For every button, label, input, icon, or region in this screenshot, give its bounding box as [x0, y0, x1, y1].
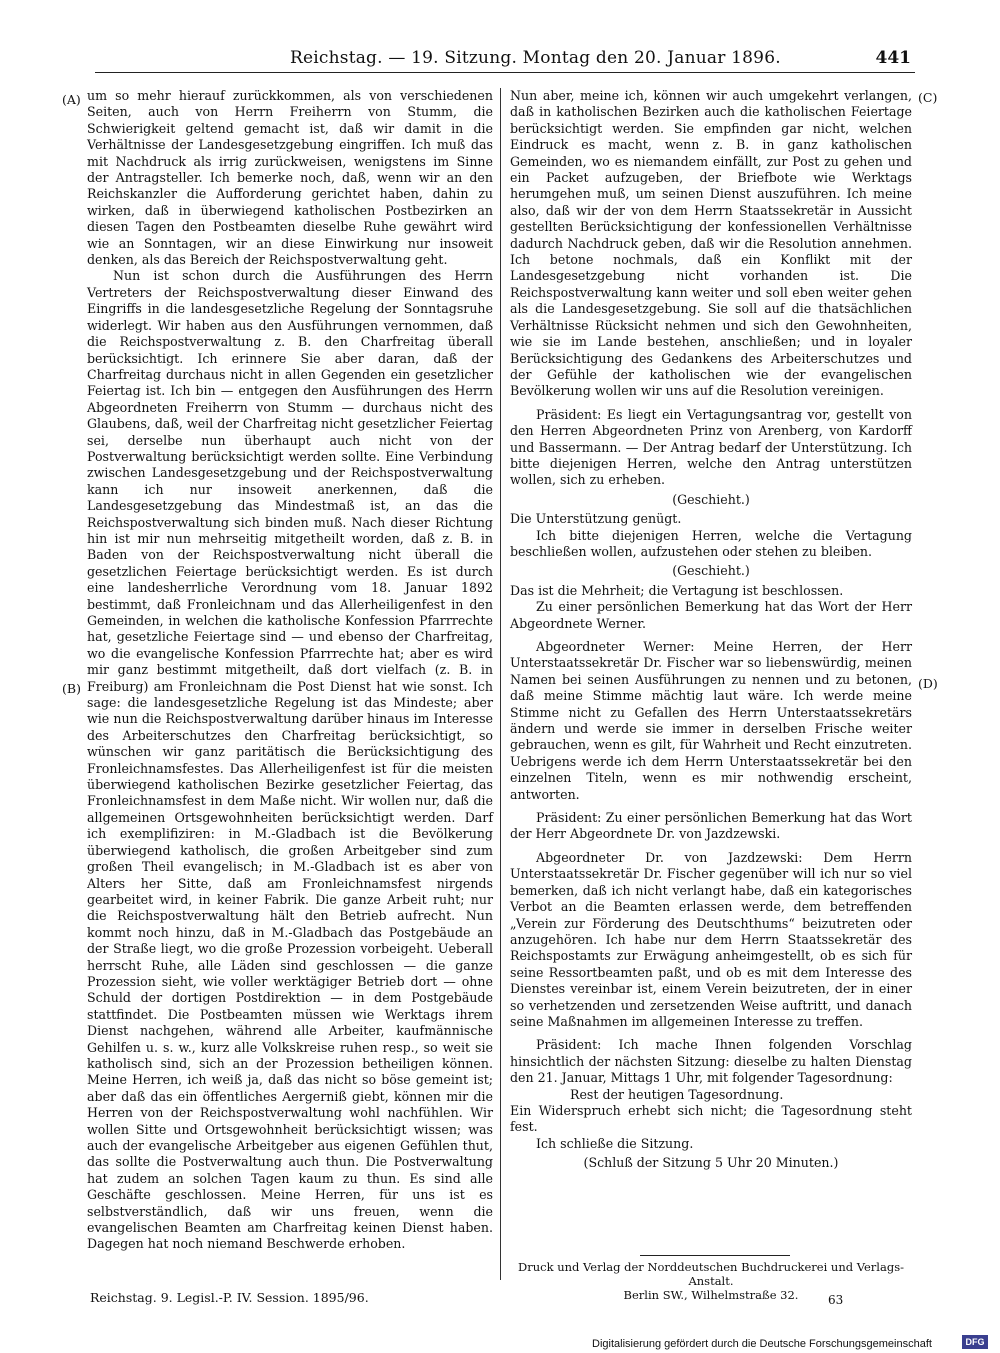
right-column: [510, 88, 912, 1175]
paragraph: Ich bitte diejenigen Herren, welche die Vertagung beschließen wollen, aufzustehen oder stehen zu bleiben.: [510, 527, 912, 559]
paragraph: Abgeordneter Werner: Meine Herren, der Herr Unterstaatssekretär Dr. Fischer war so liebenswürdig, meinen Namen bei seinen Ausführungen zu nennen und zu betonen, daß meine Stimme mächtig laut wäre. Ich werde meine Stimme nicht zu Gefallen des Herrn Unterstaatssekretärs ändern und werde sie immer in derselben Frische weiter gebrauchen, wenn es gilt, für Wahrheit und Recht einzutreten. Uebrigens werde ich dem Herrn Unterstaatssekretär bei den einzelnen Titeln, wenn es mir nothwendig erscheint, antworten.: [510, 639, 912, 802]
imprint-line-1: Druck und Verlag der Norddeutschen Buchdruckerei und Verlags-Anstalt.: [518, 1260, 904, 1288]
margin-marker-d: (D): [918, 676, 938, 691]
paragraph: Präsident: Es liegt ein Vertagungsantrag vor, gestellt von den Herren Abgeordneten Prinz von Arenberg, von Kardorff und Bassermann. — Der Antrag bedarf der Unterstützung. Ich bitte diejenigen Herren, welche den Antrag unterstützen wollen, sich zu erheben.: [510, 406, 912, 488]
paragraph: Abgeordneter Dr. von Jazdzewski: Dem Herrn Unterstaatssekretär Dr. Fischer gegenüber will ich nur so viel bemerken, daß ich nicht verlangt habe, daß ein kategorisches Verbot an die Beamten erlassen werde, dem betreffenden „Verein zur Förderung des Deutschthums“ beizutreten oder anzugehören. Ich habe nur dem Herrn Staatssekretär des Reichspostamts zur Erwägung anheimgestellt, ob es sich für seine Ressortbeamten paßt, und ob es mit dem Interesse des Dienstes vereinbar ist, einem Verein beizutreten, der in einer so verhetzenden und zersetzenden Weise auftritt, und danach seine Maßnahmen im allgemeinen Interesse zu treffen.: [510, 849, 912, 1029]
agenda-item: Rest der heutigen Tagesordnung.: [570, 1086, 784, 1102]
paragraph: um so mehr hierauf zurückkommen, als von verschiedenen Seiten, auch von Herrn Freiherrn von Stumm, die Schwierigkeit geltend gemacht ist, daß wir damit in die Verhältnisse der Landesgesetzgebung eingriffen. Ich muß das mit Nachdruck als irrig zurückweisen, wenigstens im Sinne der Antragsteller. Ich bemerke noch, daß, wenn wir an den Reichskanzler die Aufforderung gerichtet haben, dahin zu wirken, daß in überwiegend katholischen Postbezirken an diesen Tagen den Postbeamten dieselbe Ruhe gewährt wird wie an Sonntagen, wir an diese Einwirkung nur insoweit denken, als das Bereich der Reichspostverwaltung geht.: [87, 88, 493, 268]
digitization-note: Digitalisierung gefördert durch die Deutsche Forschungsgemeinschaft: [592, 1338, 932, 1350]
paragraph: Zu einer persönlichen Bemerkung hat das Wort der Herr Abgeordnete Werner.: [510, 599, 912, 631]
paragraph: Die Unterstützung genügt.: [510, 511, 682, 527]
column-divider: [500, 88, 501, 1280]
margin-marker-b: (B): [62, 681, 81, 696]
margin-marker-c: (C): [918, 90, 938, 105]
sheet-number: 63: [828, 1293, 844, 1307]
paragraph: Nun aber, meine ich, können wir auch umgekehrt verlangen, daß in katholischen Bezirken auch die katholischen Feiertage berücksichtigt werden. Sie empfinden gar nicht, welchen Eindruck es macht, wenn z. B. in ganz katholischen Gemeinden, wo es niemandem einfällt, zur Post zu gehen und ein Packet aufzugeben, der Briefbote wie Werktags herumgehen muß, um seinen Dienst auszuführen. Ich meine also, daß wir der von dem Herrn Staatssekretär in Aussicht gestellten Berücksichtigung der konfessionellen Verhältnisse dadurch Nachdruck geben, daß wir die Resolution annehmen. Ich betone nochmals, daß ein Konflikt mit der Landesgesetzgebung nicht vorhanden ist. Die Reichspostverwaltung kann weiter und soll eben weiter gehen als die Landesgesetzgebung. Sie soll auf die thatsächlichen Verhältnisse Rücksicht nehmen und sich den Gewohnheiten, wie sie im Lande bestehen, anschließen; und in loyaler Berücksichtigung des Gedankens des Arbeiterschutzes und der Gefühle der katholischen wie der evangelischen Bevölkerung wollen wir uns auf die Resolution vereinigen.: [510, 88, 912, 399]
closing-note: (Schluß der Sitzung 5 Uhr 20 Minuten.): [583, 1155, 839, 1171]
imprint-line-2: Berlin SW., Wilhelmstraße 32.: [623, 1288, 799, 1302]
dfg-logo-icon: DFG: [962, 1335, 988, 1349]
running-head: Reichstag. — 19. Sitzung. Montag den 20. Januar 1896.: [290, 48, 781, 68]
margin-marker-a: (A): [62, 92, 81, 107]
page-header: [95, 44, 915, 73]
stage-direction: (Geschieht.): [672, 491, 750, 507]
imprint-rule: [640, 1255, 790, 1256]
paragraph: Das ist die Mehrheit; die Vertagung ist beschlossen.: [510, 582, 844, 598]
imprint: [510, 1260, 912, 1302]
paragraph: Präsident: Zu einer persönlichen Bemerkung hat das Wort der Herr Abgeordnete Dr. von Jazdzewski.: [510, 810, 912, 842]
paragraph: Präsident: Ich mache Ihnen folgenden Vorschlag hinsichtlich der nächsten Sitzung: dieselbe zu halten Dienstag den 21. Januar, Mittags 1 Uhr, mit folgender Tagesordnung:: [510, 1037, 912, 1086]
stage-direction: (Geschieht.): [672, 563, 750, 579]
footer-session-info: Reichstag. 9. Legisl.-P. IV. Session. 1895/96.: [90, 1290, 369, 1305]
left-column: [87, 88, 493, 1253]
paragraph: Ich schließe die Sitzung.: [536, 1135, 694, 1151]
page-number: 441: [875, 48, 911, 68]
paragraph: Ein Widerspruch erhebt sich nicht; die Tagesordnung steht fest.: [510, 1102, 912, 1135]
paragraph: Nun ist schon durch die Ausführungen des Herrn Vertreters der Reichspostverwaltung dieser Einwand des Eingriffs in die landesgesetzliche Regelung der Sonntagsruhe widerlegt. Wir haben aus den Ausführungen vernommen, daß die Reichspostverwaltung z. B. den Charfreitag überall berücksichtigt. Ich erinnere Sie aber daran, daß der Charfreitag durchaus nicht in allen Gegenden ein gesetzlicher Feiertag ist. Ich bin — entgegen den Ausführungen des Herrn Abgeordneten Freiherrn von Stumm — durchaus nicht des Glaubens, daß, weil der Charfreitag nicht gesetzlicher Feiertag sei, derselbe nun überhaupt auch nicht von der Postverwaltung berücksichtigt werden sollte. Eine Verbindung zwischen Landesgesetzgebung und der Reichspostverwaltung kann ich nur insoweit anerkennen, daß die Landesgesetzgebung das Mindestmaß ist, an das die Reichspostverwaltung sich binden muß. Nach dieser Richtung hin ist mir nun mehrseitig mitgetheilt worden, daß z. B. in Baden von der Reichspostverwaltung nicht überall die gesetzlichen Feiertage berücksichtigt werden. Es ist durch eine landesherrliche Verordnung vom 18. Januar 1892 bestimmt, daß Fronleichnam und das Allerheiligenfest in den Gemeinden, in welchen die katholische Konfession Pfarrrechte hat, gesetzliche Feiertage sind — und ebenso der Charfreitag, wo die evangelische Konfession Pfarrrechte hat; aber es wird mir ganz bestimmt mitgetheilt, daß dort vielfach (z. B. in Freiburg) am Fronleichnam die Post Dienst hat wie sonst. Ich sage: die landesgesetzliche Regelung ist das Mindeste; aber wie nun die Reichspostverwaltung darüber hinaus im Interesse des Arbeiterschutzes den Charfreitag berücksichtigt, so wünschen wir ganz paritätisch die Berücksichtigung des Fronleichnamsfestes. Das Allerheiligenfest ist für die meisten überwiegend katholischen Bezirke gesetzlicher Feiertag, das Fronleichnamsfest in dem Maße nicht. Wir wollen nur, daß die allgemeinen Ortsgewohnheiten berücksichtigt werden. Darf ich exemplifiziren: in M.-Gladbach ist die Bevölkerung überwiegend katholisch, die großen Arbeitgeber sind zum großen Theil evangelisch; in M.-Gladbach ist es aber von Alters her Sitte, daß am Fronleichnamsfest nirgends gearbeitet wird, in keiner Fabrik. Die ganze Arbeit ruht; nur die Reichspostverwaltung hält den Betrieb aufrecht. Nun kommt noch hinzu, daß in M.-Gladbach das Postgebäude an der Straße liegt, wo die große Prozession vorbeigeht. Ueberall herrscht Ruhe, alle Läden sind geschlossen — die ganze Prozession sieht, wie voller werktägiger Betrieb dort — ohne Schuld der dortigen Postdirektion — in dem Postgebäude stattfindet. Die Postbeamten müssen wie Werktags ihrem Dienst nachgehen, während alle Arbeiter, kaufmännische Gehilfen u. s. w., kurz alle Volkskreise ruhen resp., so weit sie katholisch sind, sich an der Prozession betheiligen können. Meine Herren, ich weiß ja, daß das nicht so böse gemeint ist; aber daß das ein öffentliches Aergerniß giebt, können mir die Herren von der Reichspostverwaltung wohl nachfühlen. Wir wollen Sitte und Ortsgewohnheit berücksichtigt wissen; was auch der evangelische Arbeitgeber aus eigenen Gefühlen thut, das sollte die Postverwaltung auch thun. Die Postverwaltung hat zudem an solchen Tagen kaum zu thun. Es sind alle Geschäfte geschlossen. Meine Herren, für uns ist es selbstverständlich, daß wir uns freuen, wenn die evangelischen Beamten am Charfreitag keinen Dienst haben. Dagegen hat noch niemand Beschwerde erhoben.: [87, 268, 493, 1252]
